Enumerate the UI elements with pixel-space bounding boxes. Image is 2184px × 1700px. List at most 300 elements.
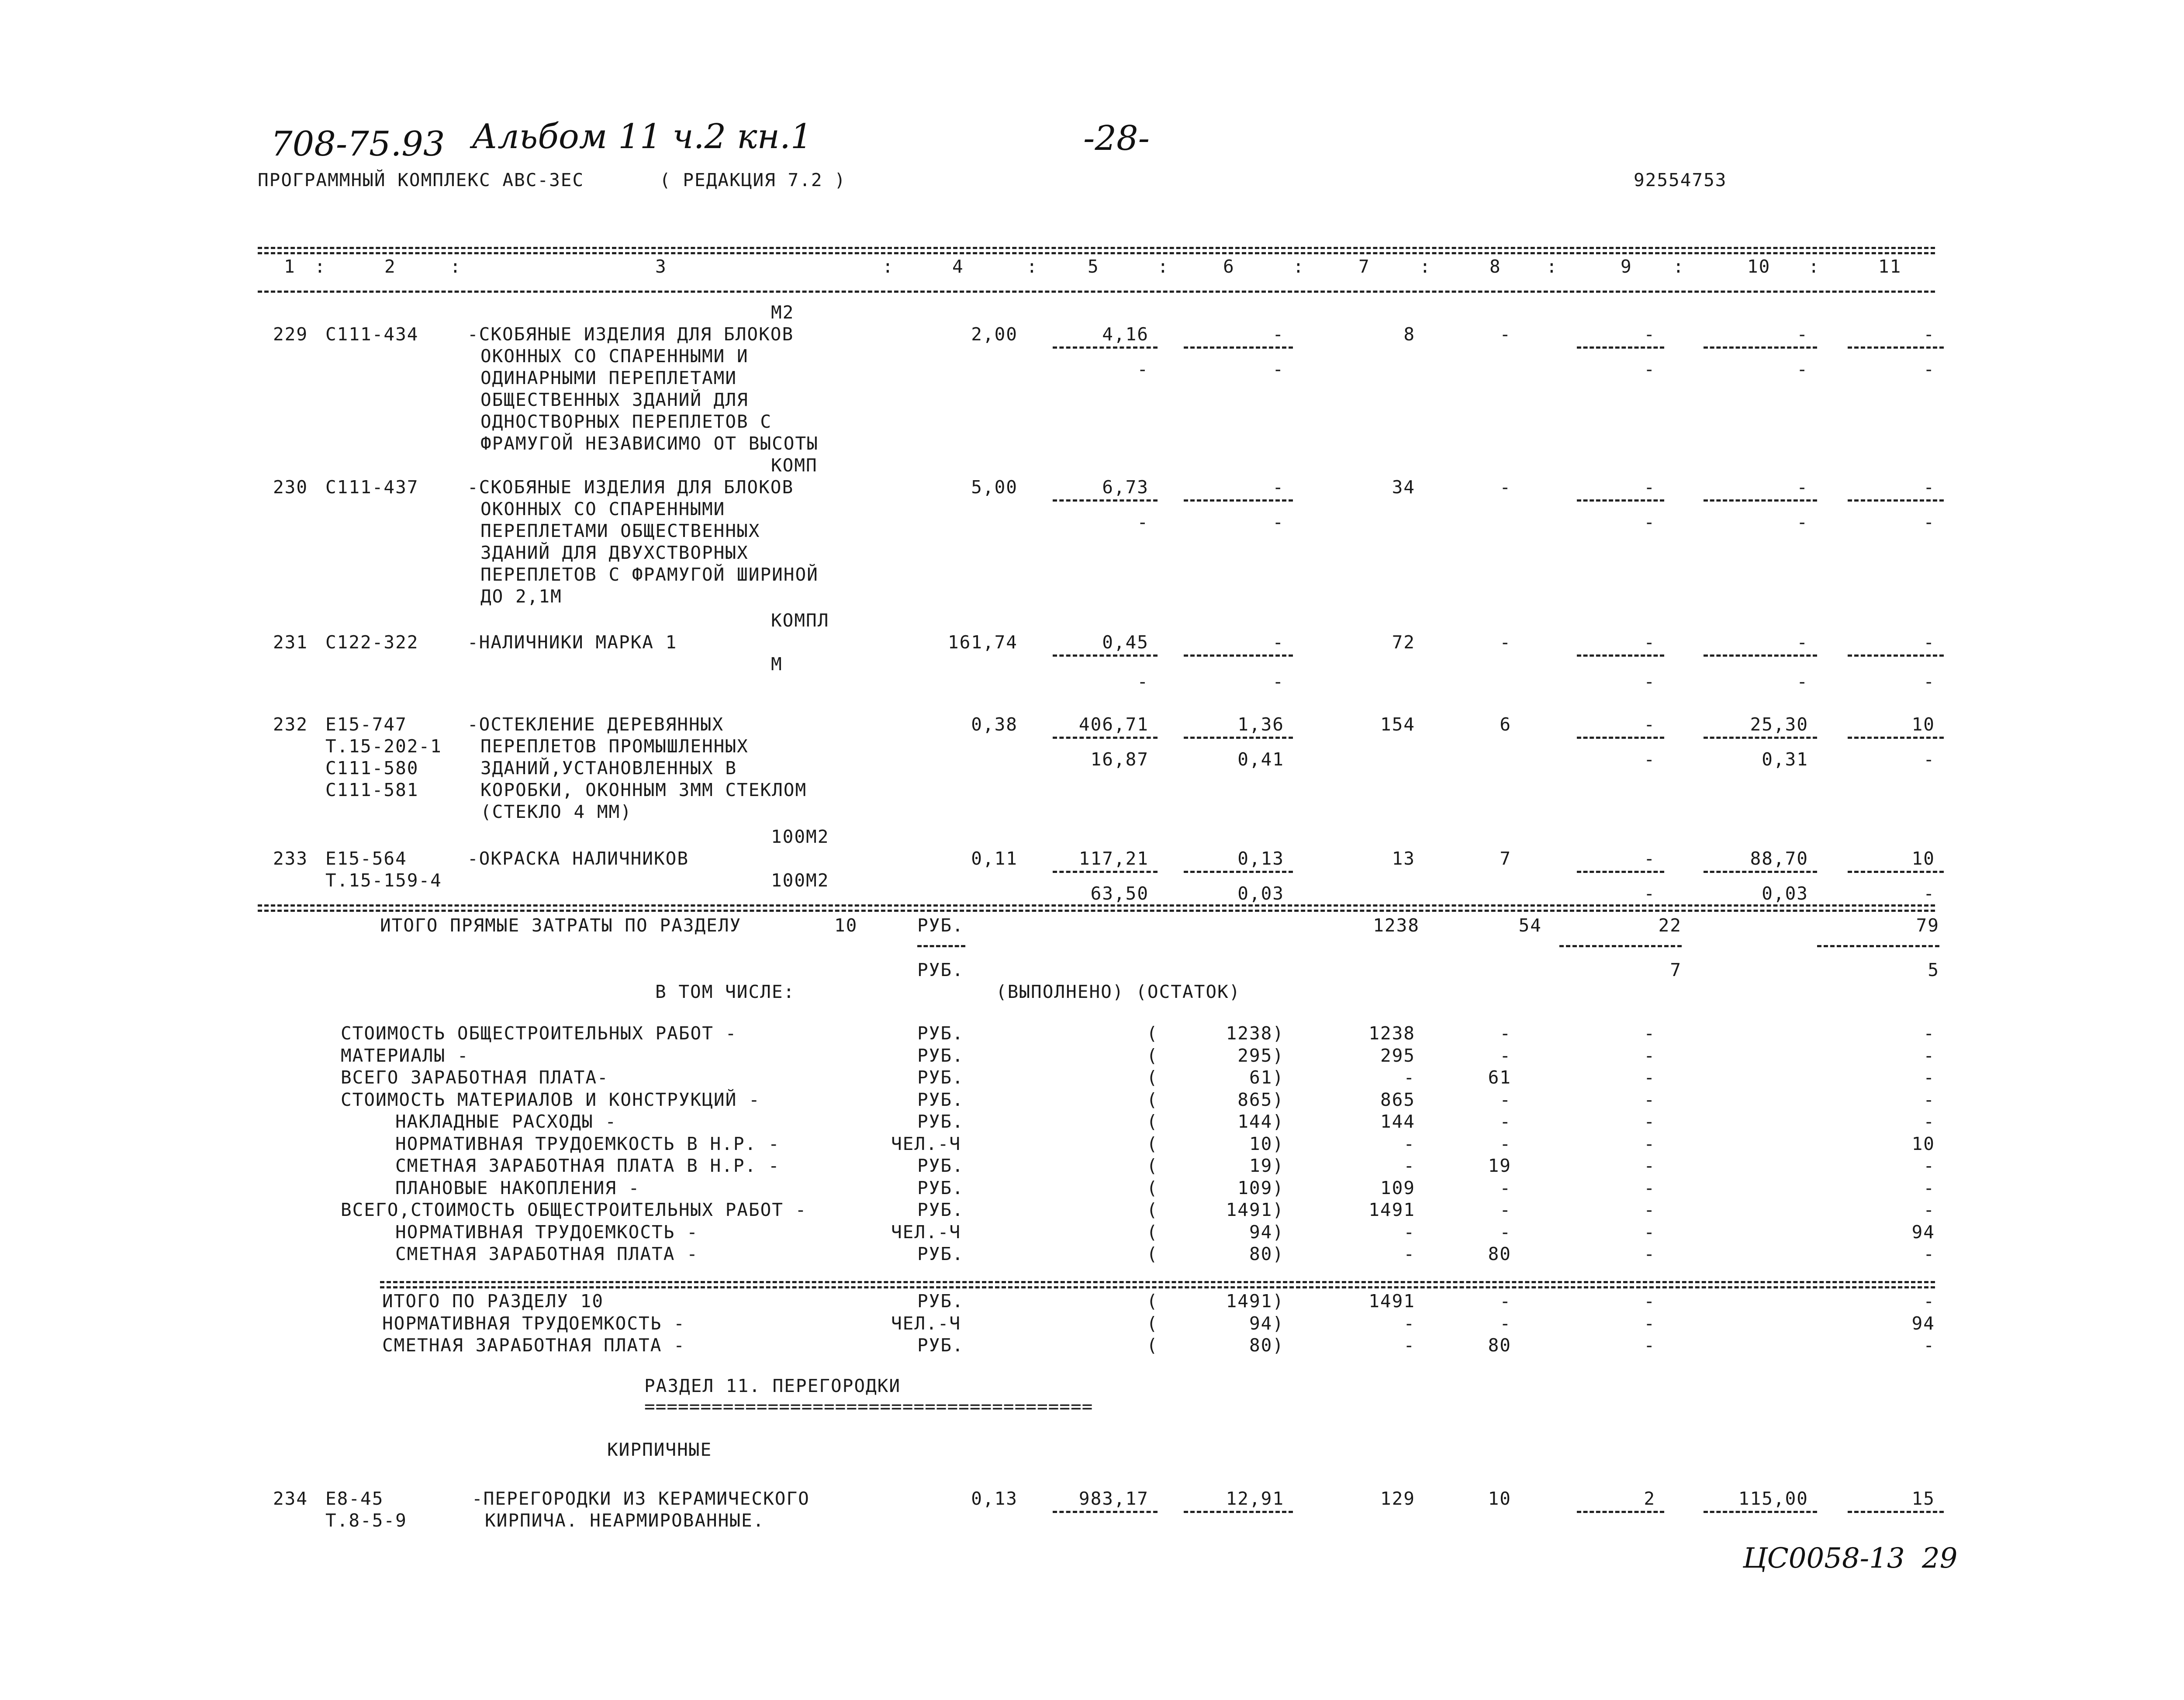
- summary-c7: -: [1403, 1243, 1415, 1264]
- summary-unit: ЧЕЛ.-Ч: [891, 1133, 961, 1154]
- cell-c7: 129: [1380, 1488, 1415, 1509]
- row-description: ОДНОСТВОРНЫХ ПЕРЕПЛЕТОВ С: [480, 411, 772, 432]
- column-separator: :: [1293, 256, 1305, 277]
- cell-c6b: -: [1272, 359, 1284, 380]
- summary-unit: РУБ.: [917, 1155, 964, 1176]
- column-header-11: 11: [1878, 256, 1902, 277]
- cell-c11b: -: [1923, 671, 1935, 692]
- cell-c9: -: [1644, 324, 1655, 345]
- summary-c8: -: [1500, 1089, 1511, 1110]
- summary-paren-value: 144): [1237, 1111, 1284, 1132]
- cell-divider: [1577, 1511, 1664, 1513]
- document-id: 92554753: [1634, 170, 1727, 190]
- summary-c7: 295: [1380, 1045, 1415, 1066]
- section-11-title: РАЗДЕЛ 11. ПЕРЕГОРОДКИ: [644, 1375, 901, 1396]
- cell-c8: 7: [1500, 848, 1511, 869]
- cell-c7: 154: [1380, 714, 1415, 735]
- summary-c9: -: [1644, 1177, 1655, 1198]
- direct-costs-c9b: 7: [1670, 959, 1682, 980]
- row-unit: КОМП: [771, 455, 818, 476]
- row-number: 229: [273, 324, 308, 345]
- row-description: (СТЕКЛО 4 ММ): [480, 801, 632, 822]
- cell-c6b: -: [1272, 512, 1284, 533]
- column-header-3: 3: [655, 256, 667, 277]
- cell-c9b: -: [1644, 359, 1655, 380]
- cell-c10b: -: [1797, 671, 1808, 692]
- cell-c9: -: [1644, 477, 1655, 498]
- cell-c9b: -: [1644, 749, 1655, 770]
- cell-divider: [1184, 654, 1293, 657]
- document-code: 708-75.93: [271, 125, 445, 164]
- summary-c11: 94: [1911, 1221, 1935, 1243]
- summary-c8: 19: [1488, 1155, 1511, 1176]
- totals-c8: -: [1500, 1291, 1511, 1312]
- cell-c10b: -: [1797, 359, 1808, 380]
- totals-unit: РУБ.: [917, 1335, 964, 1356]
- summary-label: СМЕТНАЯ ЗАРАБОТНАЯ ПЛАТА -: [395, 1243, 698, 1264]
- cell-c11b: -: [1923, 749, 1935, 770]
- cell-c10b: 0,03: [1762, 883, 1808, 904]
- direct-costs-underline: [917, 945, 965, 947]
- section-11-subtitle: КИРПИЧНЫЕ: [607, 1439, 712, 1460]
- column-header-rule: [258, 291, 1935, 293]
- cell-divider: [1053, 871, 1158, 873]
- cell-c5: 6,73: [1102, 477, 1149, 498]
- cell-divider: [1577, 654, 1664, 657]
- row-unit-2: 100М2: [771, 870, 829, 891]
- summary-c9: -: [1644, 1133, 1655, 1154]
- summary-c11: -: [1923, 1045, 1935, 1066]
- row-description: ОКОННЫХ СО СПАРЕННЫМИ: [480, 499, 726, 519]
- cell-divider: [1848, 654, 1944, 657]
- cell-divider: [1577, 737, 1664, 739]
- direct-costs-unit2: РУБ.: [917, 959, 964, 980]
- cell-divider: [1577, 346, 1664, 349]
- summary-label: НАКЛАДНЫЕ РАСХОДЫ -: [395, 1111, 617, 1132]
- summary-c9: -: [1644, 1067, 1655, 1088]
- summary-label: ПЛАНОВЫЕ НАКОПЛЕНИЯ -: [395, 1177, 640, 1198]
- cell-c11: -: [1923, 632, 1935, 653]
- summary-unit: РУБ.: [917, 1023, 964, 1044]
- cell-c5: 117,21: [1078, 848, 1149, 869]
- direct-costs-c8: 54: [1518, 915, 1542, 936]
- cell-c5: 0,45: [1102, 632, 1149, 653]
- summary-unit: РУБ.: [917, 1111, 964, 1132]
- summary-c7: -: [1403, 1155, 1415, 1176]
- row-description: -ОСТЕКЛЕНИЕ ДЕРЕВЯННЫХ: [467, 714, 724, 735]
- summary-c11: -: [1923, 1155, 1935, 1176]
- row-code: С111-434: [325, 324, 419, 345]
- row-description: ПЕРЕПЛЕТАМИ ОБЩЕСТВЕННЫХ: [480, 520, 760, 541]
- row-description: -ОКРАСКА НАЛИЧНИКОВ: [467, 848, 689, 869]
- summary-paren-open: (: [1147, 1089, 1158, 1110]
- cell-qty: 161,74: [947, 632, 1018, 653]
- cell-c7: 13: [1392, 848, 1415, 869]
- cell-c8: 6: [1500, 714, 1511, 735]
- column-header-6: 6: [1223, 256, 1235, 277]
- row-unit: М2: [771, 302, 795, 323]
- cell-c10: -: [1797, 324, 1808, 345]
- column-separator: :: [1158, 256, 1169, 277]
- summary-c8: -: [1500, 1177, 1511, 1198]
- cell-c11: -: [1923, 477, 1935, 498]
- cell-divider: [1184, 737, 1293, 739]
- summary-label: ВСЕГО,СТОИМОСТЬ ОБЩЕСТРОИТЕЛЬНЫХ РАБОТ -: [341, 1199, 807, 1220]
- column-separator: :: [1420, 256, 1431, 277]
- row-code: Е8-45: [325, 1488, 384, 1509]
- row-number: 234: [273, 1488, 308, 1509]
- cell-c11b: -: [1923, 359, 1935, 380]
- totals-unit: ЧЕЛ.-Ч: [891, 1312, 961, 1334]
- totals-paren-open: (: [1147, 1312, 1158, 1334]
- column-header-1: 1: [284, 256, 296, 277]
- totals-c8: -: [1500, 1312, 1511, 1334]
- summary-c7: 1491: [1368, 1199, 1415, 1220]
- summary-c11: -: [1923, 1089, 1935, 1110]
- row-description: КИРПИЧА. НЕАРМИРОВАННЫЕ.: [485, 1510, 765, 1531]
- row-unit: 100М2: [771, 826, 829, 847]
- summary-paren-value: 295): [1237, 1045, 1284, 1066]
- cell-c11: 10: [1911, 848, 1935, 869]
- cell-divider: [1848, 737, 1944, 739]
- column-separator: :: [1808, 256, 1820, 277]
- row-description: ЗДАНИЙ ДЛЯ ДВУХСТВОРНЫХ: [480, 542, 749, 563]
- totals-c9: -: [1644, 1291, 1655, 1312]
- summary-c8: -: [1500, 1199, 1511, 1220]
- totals-c7: 1491: [1368, 1291, 1415, 1312]
- summary-paren-value: 80): [1249, 1243, 1284, 1264]
- summary-label: СМЕТНАЯ ЗАРАБОТНАЯ ПЛАТА В Н.Р. -: [395, 1155, 780, 1176]
- totals-paren-open: (: [1147, 1335, 1158, 1356]
- cell-c11: 10: [1911, 714, 1935, 735]
- row-number: 232: [273, 714, 308, 735]
- row-code: Т.8-5-9: [325, 1510, 407, 1531]
- summary-unit: РУБ.: [917, 1243, 964, 1264]
- summary-unit: РУБ.: [917, 1199, 964, 1220]
- column-header-9: 9: [1621, 256, 1632, 277]
- cell-c11: 15: [1911, 1488, 1935, 1509]
- row-code: Е15-564: [325, 848, 407, 869]
- column-header-10: 10: [1747, 256, 1771, 277]
- summary-c7: 865: [1380, 1089, 1415, 1110]
- cell-c6: -: [1272, 324, 1284, 345]
- row-description: ПЕРЕПЛЕТОВ С ФРАМУГОЙ ШИРИНОЙ: [480, 564, 819, 585]
- summary-label: НОРМАТИВНАЯ ТРУДОЕМКОСТЬ -: [395, 1221, 698, 1243]
- column-header-8: 8: [1489, 256, 1501, 277]
- cell-divider: [1704, 1511, 1817, 1513]
- direct-costs-unit: РУБ.: [917, 915, 964, 936]
- cell-divider: [1053, 737, 1158, 739]
- summary-c9: -: [1644, 1199, 1655, 1220]
- cell-c8: -: [1500, 477, 1511, 498]
- cell-c11b: -: [1923, 883, 1935, 904]
- summary-paren-value: 10): [1249, 1133, 1284, 1154]
- summary-c8: -: [1500, 1111, 1511, 1132]
- cell-c8: -: [1500, 632, 1511, 653]
- row-code: С111-437: [325, 477, 419, 498]
- row-code: С122-322: [325, 632, 419, 653]
- cell-divider: [1184, 1511, 1293, 1513]
- row-number: 233: [273, 848, 308, 869]
- totals-c8: 80: [1488, 1335, 1511, 1356]
- cell-c9b: -: [1644, 512, 1655, 533]
- summary-c9: -: [1644, 1155, 1655, 1176]
- cell-c5b: 16,87: [1090, 749, 1149, 770]
- summary-c7: 109: [1380, 1177, 1415, 1198]
- row-description: ФРАМУГОЙ НЕЗАВИСИМО ОТ ВЫСОТЫ: [480, 433, 819, 454]
- summary-c9: -: [1644, 1221, 1655, 1243]
- row-description: -ПЕРЕГОРОДКИ ИЗ КЕРАМИЧЕСКОГО: [472, 1488, 810, 1509]
- cell-divider: [1184, 499, 1293, 502]
- summary-paren-open: (: [1147, 1111, 1158, 1132]
- cell-divider: [1704, 499, 1817, 502]
- cell-qty: 0,13: [971, 1488, 1018, 1509]
- cell-divider: [1577, 871, 1664, 873]
- row-code: С111-581: [325, 779, 419, 800]
- summary-paren-open: (: [1147, 1067, 1158, 1088]
- row-description: ЗДАНИЙ,УСТАНОВЛЕННЫХ В: [480, 758, 737, 779]
- cell-c5b: 63,50: [1090, 883, 1149, 904]
- summary-paren-value: 865): [1237, 1089, 1284, 1110]
- cell-qty: 0,11: [971, 848, 1018, 869]
- summary-c8: -: [1500, 1045, 1511, 1066]
- cell-c5b: -: [1137, 512, 1149, 533]
- summary-c8: 61: [1488, 1067, 1511, 1088]
- summary-c9: -: [1644, 1045, 1655, 1066]
- summary-c9: -: [1644, 1089, 1655, 1110]
- summary-paren-open: (: [1147, 1221, 1158, 1243]
- cell-c10: 115,00: [1738, 1488, 1808, 1509]
- direct-costs-label: ИТОГО ПРЯМЫЕ ЗАТРАТЫ ПО РАЗДЕЛУ: [380, 915, 742, 936]
- cell-c6: -: [1272, 477, 1284, 498]
- row-description: -СКОБЯНЫЕ ИЗДЕЛИЯ ДЛЯ БЛОКОВ: [467, 324, 794, 345]
- summary-paren-open: (: [1147, 1155, 1158, 1176]
- cell-divider: [1704, 346, 1817, 349]
- direct-costs-c7: 1238: [1373, 915, 1420, 936]
- row-description: КОРОБКИ, ОКОННЫМ 3ММ СТЕКЛОМ: [480, 779, 807, 800]
- section-rule-2: [258, 910, 1935, 912]
- summary-c8: 80: [1488, 1243, 1511, 1264]
- summary-c7: 144: [1380, 1111, 1415, 1132]
- totals-paren-value: 94): [1249, 1312, 1284, 1334]
- row-number: 231: [273, 632, 308, 653]
- totals-c11: -: [1923, 1291, 1935, 1312]
- cell-divider: [1848, 499, 1944, 502]
- cell-c11b: -: [1923, 512, 1935, 533]
- direct-costs-underline-c9: [1559, 945, 1682, 947]
- cell-divider: [1848, 1511, 1944, 1513]
- cell-c5b: -: [1137, 671, 1149, 692]
- totals-paren-value: 1491): [1226, 1291, 1284, 1312]
- summary-paren-value: 109): [1237, 1177, 1284, 1198]
- table-top-rule: [258, 247, 1935, 249]
- summary-label: МАТЕРИАЛЫ -: [341, 1045, 469, 1066]
- summary-c9: -: [1644, 1023, 1655, 1044]
- done-rest-label: (ВЫПОЛНЕНО) (ОСТАТОК): [996, 981, 1241, 1002]
- summary-paren-open: (: [1147, 1199, 1158, 1220]
- summary-paren-open: (: [1147, 1023, 1158, 1044]
- cell-c10: 88,70: [1750, 848, 1808, 869]
- summary-paren-value: 1491): [1226, 1199, 1284, 1220]
- cell-c5b: -: [1137, 359, 1149, 380]
- cell-c7: 72: [1392, 632, 1415, 653]
- direct-costs-c9: 22: [1658, 915, 1682, 936]
- cell-divider: [1053, 499, 1158, 502]
- summary-paren-value: 94): [1249, 1221, 1284, 1243]
- column-separator: :: [314, 256, 326, 277]
- cell-c6: 0,13: [1237, 848, 1284, 869]
- summary-c11: -: [1923, 1199, 1935, 1220]
- summary-c11: -: [1923, 1067, 1935, 1088]
- totals-c11: -: [1923, 1335, 1935, 1356]
- summary-label: ВСЕГО ЗАРАБОТНАЯ ПЛАТА-: [341, 1067, 609, 1088]
- cell-c8: -: [1500, 324, 1511, 345]
- summary-c7: -: [1403, 1221, 1415, 1243]
- cell-c6: 1,36: [1237, 714, 1284, 735]
- cell-divider: [1704, 737, 1817, 739]
- cell-c9: -: [1644, 714, 1655, 735]
- row-code: С111-580: [325, 758, 419, 779]
- column-header-5: 5: [1088, 256, 1099, 277]
- column-separator: :: [882, 256, 894, 277]
- cell-c5: 4,16: [1102, 324, 1149, 345]
- summary-c11: -: [1923, 1111, 1935, 1132]
- page-number: -28-: [1083, 119, 1150, 158]
- album-label: Альбом 11 ч.2 кн.1: [472, 117, 812, 156]
- cell-c6: -: [1272, 632, 1284, 653]
- direct-costs-c11b: 5: [1928, 959, 1939, 980]
- summary-c8: -: [1500, 1133, 1511, 1154]
- summary-label: СТОИМОСТЬ МАТЕРИАЛОВ И КОНСТРУКЦИЙ -: [341, 1089, 760, 1110]
- summary-c9: -: [1644, 1243, 1655, 1264]
- row-unit: КОМПЛ: [771, 610, 829, 631]
- summary-unit: РУБ.: [917, 1177, 964, 1198]
- cell-divider: [1577, 499, 1664, 502]
- summary-c7: -: [1403, 1067, 1415, 1088]
- row-number: 230: [273, 477, 308, 498]
- summary-paren-open: (: [1147, 1133, 1158, 1154]
- column-separator: :: [1546, 256, 1558, 277]
- direct-costs-c11: 79: [1916, 915, 1939, 936]
- cell-divider: [1848, 871, 1944, 873]
- summary-paren-value: 19): [1249, 1155, 1284, 1176]
- cell-divider: [1053, 1511, 1158, 1513]
- summary-c11: -: [1923, 1243, 1935, 1264]
- summary-unit: ЧЕЛ.-Ч: [891, 1221, 961, 1243]
- cell-c8: 10: [1488, 1488, 1511, 1509]
- cell-c5: 983,17: [1078, 1488, 1149, 1509]
- column-separator: :: [1673, 256, 1685, 277]
- totals-rule-2: [380, 1286, 1935, 1288]
- sheet-number: 29: [1922, 1542, 1958, 1575]
- cell-c9b: -: [1644, 883, 1655, 904]
- cell-divider: [1704, 654, 1817, 657]
- cell-c10: -: [1797, 632, 1808, 653]
- cell-c6b: 0,03: [1237, 883, 1284, 904]
- cell-c11: -: [1923, 324, 1935, 345]
- row-description: ПЕРЕПЛЕТОВ ПРОМЫШЛЕННЫХ: [480, 736, 749, 757]
- cell-divider: [1053, 654, 1158, 657]
- summary-c8: -: [1500, 1221, 1511, 1243]
- cell-qty: 2,00: [971, 324, 1018, 345]
- cell-divider: [1053, 346, 1158, 349]
- totals-label: НОРМАТИВНАЯ ТРУДОЕМКОСТЬ -: [382, 1312, 685, 1334]
- row-unit-2: М: [771, 654, 783, 675]
- column-header-7: 7: [1358, 256, 1370, 277]
- cell-divider: [1184, 871, 1293, 873]
- totals-c9: -: [1644, 1312, 1655, 1334]
- direct-costs-section: 10: [834, 915, 858, 936]
- row-description: -НАЛИЧНИКИ МАРКА 1: [467, 632, 677, 653]
- cell-c10: -: [1797, 477, 1808, 498]
- cell-c6b: 0,41: [1237, 749, 1284, 770]
- cell-c9b: -: [1644, 671, 1655, 692]
- totals-c11: 94: [1911, 1312, 1935, 1334]
- totals-paren-open: (: [1147, 1291, 1158, 1312]
- summary-paren-open: (: [1147, 1045, 1158, 1066]
- table-top-rule-2: [258, 252, 1935, 254]
- cell-c9: 2: [1644, 1488, 1655, 1509]
- cell-qty: 0,38: [971, 714, 1018, 735]
- revision-label: ( РЕДАКЦИЯ 7.2 ): [660, 170, 846, 190]
- cell-c6b: -: [1272, 671, 1284, 692]
- cell-divider: [1848, 346, 1944, 349]
- totals-label: ИТОГО ПО РАЗДЕЛУ 10: [382, 1291, 604, 1312]
- summary-paren-value: 61): [1249, 1067, 1284, 1088]
- cell-c5: 406,71: [1078, 714, 1149, 735]
- program-title: ПРОГРАММНЫЙ КОМПЛЕКС АВС-3ЕС: [258, 170, 584, 190]
- summary-paren-open: (: [1147, 1177, 1158, 1198]
- summary-c7: 1238: [1368, 1023, 1415, 1044]
- summary-unit: РУБ.: [917, 1045, 964, 1066]
- summary-c8: -: [1500, 1023, 1511, 1044]
- row-description: -СКОБЯНЫЕ ИЗДЕЛИЯ ДЛЯ БЛОКОВ: [467, 477, 794, 498]
- column-separator: :: [450, 256, 462, 277]
- row-description: ОБЩЕСТВЕННЫХ ЗДАНИЙ ДЛЯ: [480, 389, 749, 410]
- summary-label: СТОИМОСТЬ ОБЩЕСТРОИТЕЛЬНЫХ РАБОТ -: [341, 1023, 737, 1044]
- direct-costs-underline-c11: [1817, 945, 1939, 947]
- cell-c9: -: [1644, 848, 1655, 869]
- cell-c10b: 0,31: [1762, 749, 1808, 770]
- summary-paren-open: (: [1147, 1243, 1158, 1264]
- totals-paren-value: 80): [1249, 1335, 1284, 1356]
- row-description: ДО 2,1М: [480, 586, 562, 607]
- summary-paren-value: 1238): [1226, 1023, 1284, 1044]
- row-code: Т.15-202-1: [325, 736, 442, 757]
- totals-unit: РУБ.: [917, 1291, 964, 1312]
- summary-label: НОРМАТИВНАЯ ТРУДОЕМКОСТЬ В Н.Р. -: [395, 1133, 780, 1154]
- summary-c7: -: [1403, 1133, 1415, 1154]
- cell-c7: 34: [1392, 477, 1415, 498]
- totals-rule: [380, 1281, 1935, 1283]
- cell-c7: 8: [1403, 324, 1415, 345]
- totals-c7: -: [1403, 1335, 1415, 1356]
- totals-c7: -: [1403, 1312, 1415, 1334]
- including-label: В ТОМ ЧИСЛЕ:: [655, 981, 795, 1002]
- row-description: ОКОННЫХ СО СПАРЕННЫМИ И: [480, 346, 749, 367]
- row-code: Е15-747: [325, 714, 407, 735]
- column-separator: :: [1026, 256, 1038, 277]
- summary-unit: РУБ.: [917, 1067, 964, 1088]
- cell-c10: 25,30: [1750, 714, 1808, 735]
- cell-divider: [1184, 346, 1293, 349]
- cell-c9: -: [1644, 632, 1655, 653]
- summary-c11: 10: [1911, 1133, 1935, 1154]
- column-header-4: 4: [952, 256, 964, 277]
- cell-c10b: -: [1797, 512, 1808, 533]
- cell-divider: [1704, 871, 1817, 873]
- totals-c9: -: [1644, 1335, 1655, 1356]
